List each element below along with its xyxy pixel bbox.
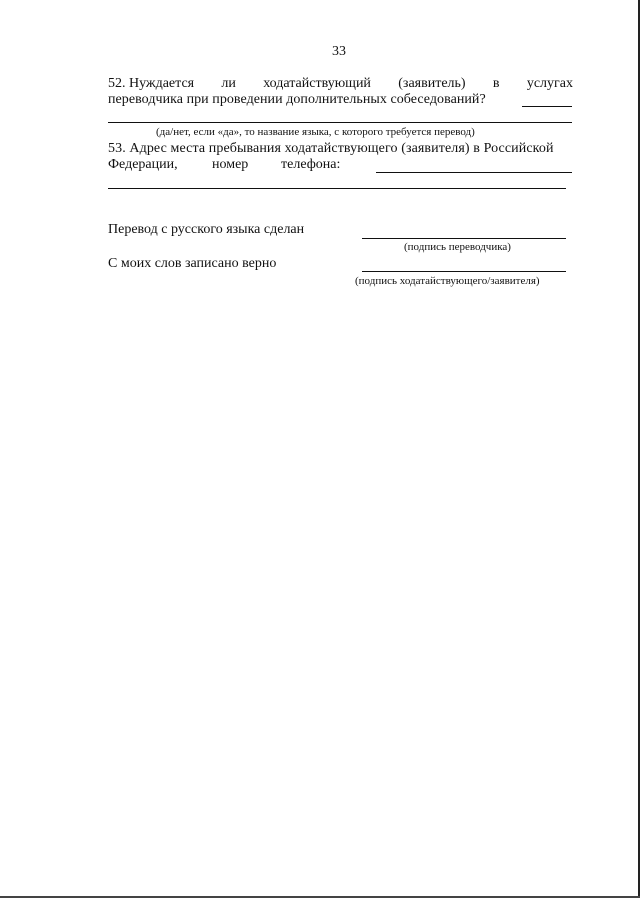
q53-line1: 53. Адрес места пребывания ходатайствующего (заявителя) в Российской	[108, 141, 554, 156]
q52-word: ходатайствующий	[263, 76, 371, 91]
q52-language-line[interactable]	[108, 122, 572, 123]
q53-word-federation: Федерации,	[108, 157, 178, 172]
q52-word: 52. Нуждается	[108, 76, 195, 91]
q52-line1	[108, 76, 573, 92]
q52-word: в	[492, 76, 500, 91]
page-number: 33	[332, 44, 346, 59]
q52-line2: переводчика при проведении дополнительных собеседований?	[108, 92, 486, 107]
recorded-label: С моих слов записано верно	[108, 256, 277, 271]
q53-word-phone: телефона:	[281, 157, 341, 172]
q52-word: услугах	[526, 76, 573, 91]
q53-phone-line[interactable]	[376, 172, 572, 173]
applicant-signature-line[interactable]	[362, 271, 566, 272]
q52-hint: (да/нет, если «да», то название языка, с которого требуется перевод)	[156, 126, 475, 138]
applicant-signature-hint: (подпись ходатайствующего/заявителя)	[355, 275, 540, 287]
translator-signature-hint: (подпись переводчика)	[404, 241, 511, 253]
q52-word: (заявитель)	[398, 76, 466, 91]
translator-signature-line[interactable]	[362, 238, 566, 239]
q52-answer-line[interactable]	[522, 106, 572, 107]
q53-word-number: номер	[212, 157, 249, 172]
translation-label: Перевод с русского языка сделан	[108, 222, 305, 237]
q52-word: ли	[221, 76, 236, 91]
q53-address-line[interactable]	[108, 188, 566, 189]
